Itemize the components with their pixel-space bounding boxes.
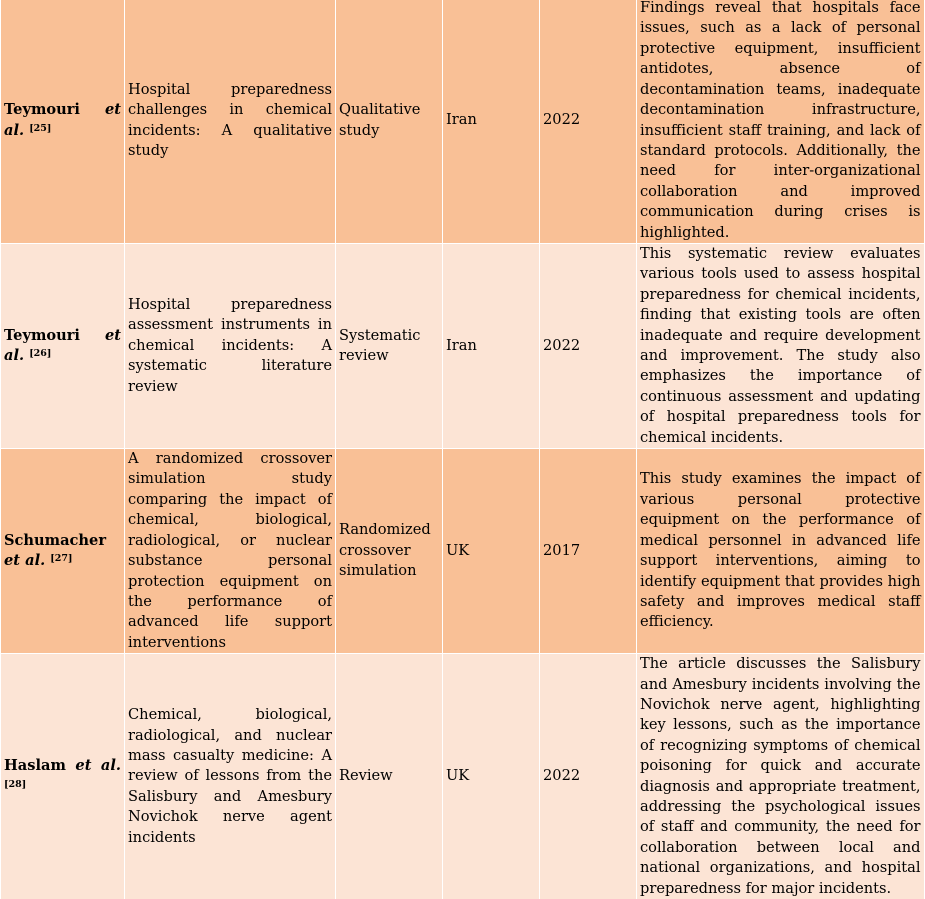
study-findings: The article discusses the Salisbury and Amesbury incidents involving the Novichok nerve agent, highlighting key lessons, such as the importance of recognizing symptoms of chemical poisoning for quick and accurate diagnosis and appropriate treatment, addressing the psychological issues of staff and community, the need for collaboration between local and national organizations, and hospital preparedness for major incidents.	[637, 654, 924, 899]
study-year: 2022	[540, 0, 637, 243]
author-name: Schumacher	[4, 531, 107, 549]
author-cell	[1, 0, 125, 243]
study-title: A randomized crossover simulation study comparing the impact of chemical, biological, radiological, or nuclear substance personal protection equipment on the performance of advanced life support interventions	[125, 449, 336, 653]
author-cell	[1, 244, 125, 448]
table-row	[1, 449, 924, 653]
author-name: Teymouri	[4, 326, 80, 344]
study-country: Iran	[443, 244, 540, 448]
author-et-al: et al.	[75, 757, 121, 775]
author-et-al: et al.	[4, 326, 121, 365]
author-cell	[1, 654, 125, 899]
study-title: Hospital preparedness assessment instruments in chemical incidents: A systematic literature review	[125, 244, 336, 448]
study-findings: This study examines the impact of various personal protective equipment on the performance of medical personnel in advanced life support interventions, aiming to identify equipment that provides high safety and improves medical staff efficiency.	[637, 449, 924, 653]
table-row	[1, 654, 924, 899]
reference-number: [27]	[50, 553, 73, 565]
study-findings: Findings reveal that hospitals face issues, such as a lack of personal protective equipment, insufficient antidotes, absence of decontamination teams, inadequate decontamination infrastructure, insufficient staff training, and lack of standard protocols. Additionally, the need for inter-organizational collaboration and improved communication during crises is highlighted.	[637, 0, 924, 243]
author-et-al: et al.	[4, 101, 121, 139]
study-country: UK	[443, 449, 540, 653]
study-country: UK	[443, 654, 540, 899]
study-title: Hospital preparedness challenges in chemical incidents: A qualitative study	[125, 0, 336, 243]
study-title: Chemical, biological, radiological, and nuclear mass casualty medicine: A review of lessons from the Salisbury and Amesbury Novichok nerve agent incidents	[125, 654, 336, 899]
reference-number: [26]	[29, 348, 52, 360]
author-name: Teymouri	[4, 101, 80, 119]
study-country: Iran	[443, 0, 540, 243]
study-design: Systematic review	[336, 244, 443, 448]
author-cell	[1, 449, 125, 653]
study-year: 2022	[540, 244, 637, 448]
study-design: Qualitative study	[336, 0, 443, 243]
study-design: Randomized crossover simulation	[336, 449, 443, 653]
reference-number: [25]	[29, 122, 52, 134]
reference-number: [28]	[4, 778, 27, 790]
table-row	[1, 244, 924, 448]
study-year: 2017	[540, 449, 637, 653]
table-row	[1, 0, 924, 243]
study-findings: This systematic review evaluates various tools used to assess hospital preparedness for chemical incidents, finding that existing tools are often inadequate and require development and improvement. The study also emphasizes the importance of continuous assessment and updating of hospital preparedness tools for chemical incidents.	[637, 244, 924, 448]
author-name: Haslam	[4, 757, 66, 775]
study-year: 2022	[540, 654, 637, 899]
author-et-al: et al.	[4, 552, 46, 570]
study-design: Review	[336, 654, 443, 899]
